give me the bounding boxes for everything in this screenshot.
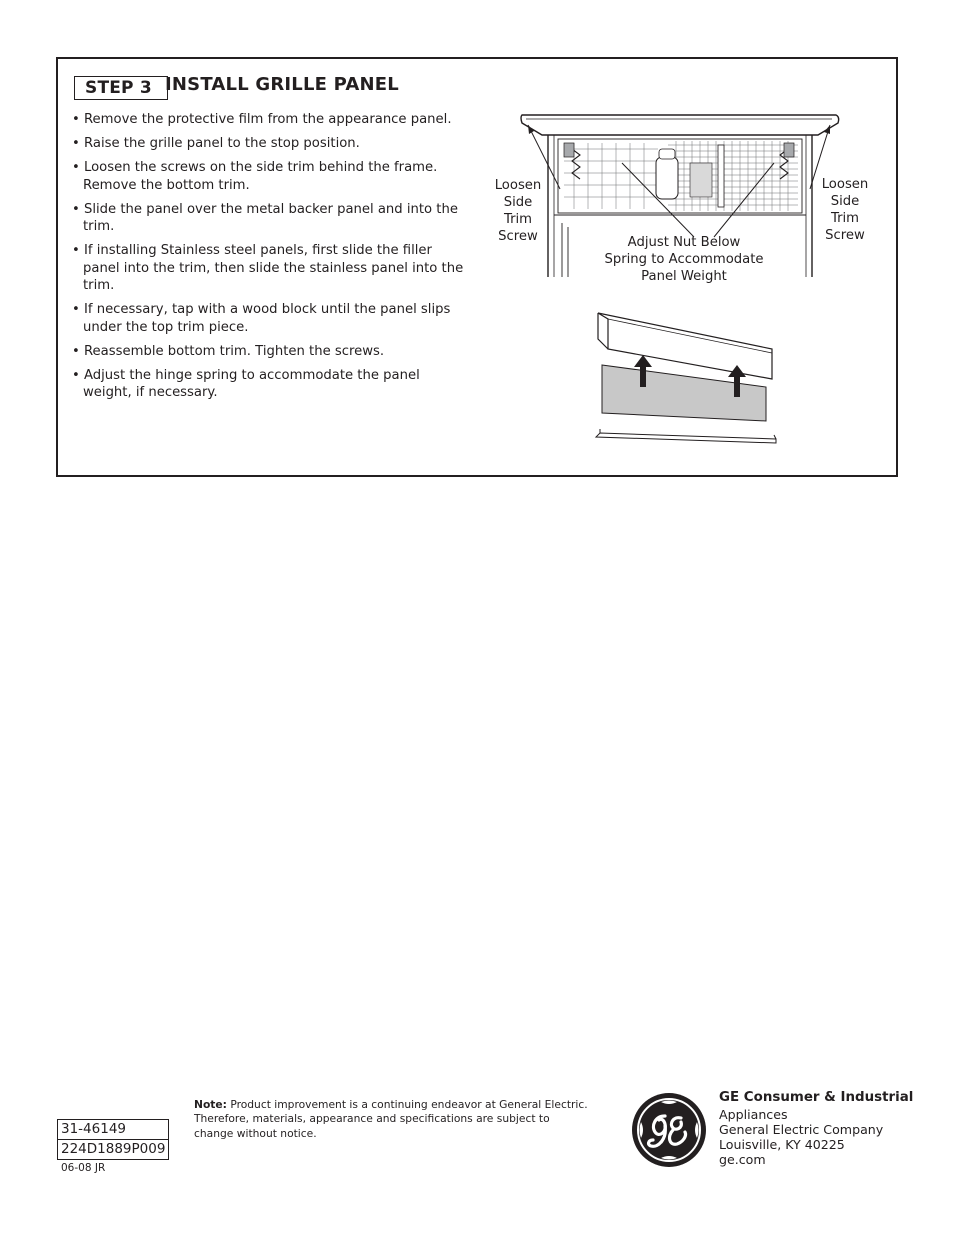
callout-center-line: Spring to Accommodate bbox=[604, 252, 764, 267]
callout-center-line: Panel Weight bbox=[641, 269, 727, 284]
callout-right-line: Screw bbox=[825, 228, 865, 243]
instruction-item: • If necessary, tap with a wood block until the panel slips under the top trim piece. bbox=[72, 301, 472, 336]
step-label: STEP 3 bbox=[74, 76, 168, 100]
instruction-item: • If installing Stainless steel panels, first slide the filler panel into the trim, then slide the stainless panel into the trim. bbox=[72, 242, 472, 295]
instruction-item: • Slide the panel over the metal backer panel and into the trim. bbox=[72, 201, 472, 236]
callout-right bbox=[815, 176, 875, 244]
instruction-item: • Adjust the hinge spring to accommodate the panel weight, if necessary. bbox=[72, 367, 472, 402]
instruction-list bbox=[72, 111, 472, 408]
date-code: 06-08 JR bbox=[61, 1162, 106, 1174]
callout-left-line: Side bbox=[503, 195, 533, 210]
company-website: ge.com bbox=[719, 1152, 766, 1167]
callout-left-line: Trim bbox=[503, 212, 533, 227]
part-number: 224D1889P009 bbox=[58, 1139, 168, 1159]
callout-center-line: Adjust Nut Below bbox=[627, 235, 741, 250]
ge-logo-icon bbox=[631, 1092, 707, 1168]
callout-right-line: Trim bbox=[830, 211, 860, 226]
step-title: INSTALL GRILLE PANEL bbox=[165, 74, 399, 95]
part-number: 31-46149 bbox=[61, 1121, 126, 1137]
panel-slide-illustration bbox=[594, 309, 778, 445]
instruction-item: • Raise the grille panel to the stop position. bbox=[72, 135, 472, 153]
company-info bbox=[719, 1090, 913, 1167]
company-line: Appliances bbox=[719, 1107, 788, 1122]
instruction-item: • Reassemble bottom trim. Tighten the screws. bbox=[72, 343, 472, 361]
note-text: Product improvement is a continuing endeavor at General Electric. Therefore, materials, appearance and specifications are subject to change without notice. bbox=[194, 1098, 588, 1140]
step-3-section bbox=[56, 57, 898, 477]
instruction-item: • Remove the protective film from the appearance panel. bbox=[72, 111, 472, 129]
callout-center bbox=[592, 234, 776, 285]
callout-left bbox=[488, 177, 548, 245]
instruction-item: • Loosen the screws on the side trim behind the frame. Remove the bottom trim. bbox=[72, 159, 472, 194]
disclaimer-note bbox=[194, 1098, 589, 1141]
company-line: Louisville, KY 40225 bbox=[719, 1137, 845, 1152]
callout-left-line: Screw bbox=[498, 229, 538, 244]
note-label: Note: bbox=[194, 1098, 227, 1111]
company-line: General Electric Company bbox=[719, 1122, 884, 1137]
company-name: GE Consumer & Industrial bbox=[719, 1090, 914, 1105]
callout-right-line: Loosen bbox=[821, 177, 869, 192]
part-number-box bbox=[57, 1119, 169, 1160]
callout-right-line: Side bbox=[830, 194, 860, 209]
callout-left-line: Loosen bbox=[494, 178, 542, 193]
